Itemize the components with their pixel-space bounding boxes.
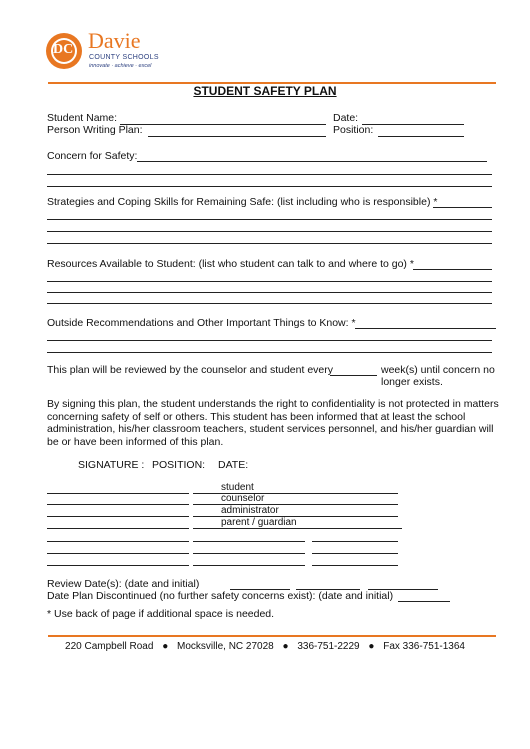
- position-header: POSITION:: [152, 459, 206, 471]
- footnote: * Use back of page if additional space is needed.: [47, 608, 275, 620]
- role-administrator: administrator: [221, 505, 279, 516]
- footer-city: Mocksville, NC 27028: [177, 641, 274, 652]
- discontinued-label: Date Plan Discontinued (no further safety concerns exist): (date and initial): [47, 590, 394, 602]
- position-line[interactable]: [193, 541, 305, 542]
- strategies-line[interactable]: [47, 219, 492, 220]
- resources-line[interactable]: [47, 281, 492, 282]
- resources-line[interactable]: [47, 292, 492, 293]
- student-name-label: Student Name:: [47, 112, 118, 124]
- position-line[interactable]: [193, 553, 305, 554]
- signature-line[interactable]: [47, 493, 189, 494]
- outside-label: Outside Recommendations and Other Important Things to Know: *: [47, 317, 356, 329]
- outside-field[interactable]: [355, 328, 496, 329]
- date-line[interactable]: [316, 528, 402, 529]
- position-label: Position:: [333, 124, 374, 136]
- signature-header: SIGNATURE :: [78, 459, 145, 471]
- student-name-field[interactable]: [120, 124, 326, 125]
- person-writing-field[interactable]: [148, 136, 326, 137]
- logo-sub: COUNTY SCHOOLS: [89, 54, 159, 61]
- signature-line[interactable]: [47, 565, 189, 566]
- signature-line[interactable]: [47, 516, 189, 517]
- review-text-1: This plan will be reviewed by the counselor and student every: [47, 364, 333, 376]
- concern-line[interactable]: [47, 186, 492, 187]
- concern-field[interactable]: [137, 161, 487, 162]
- review-dates-label: Review Date(s): (date and initial): [47, 578, 200, 590]
- date-field[interactable]: [362, 124, 464, 125]
- footer-address: 220 Campbell Road: [65, 641, 154, 652]
- position-line[interactable]: [193, 528, 316, 529]
- strategies-field[interactable]: [433, 207, 492, 208]
- bullet-icon: ●: [282, 641, 289, 652]
- signature-line[interactable]: [47, 504, 189, 505]
- concern-label: Concern for Safety:: [47, 150, 138, 162]
- signature-line[interactable]: [47, 528, 189, 529]
- outside-line[interactable]: [47, 352, 492, 353]
- position-field[interactable]: [378, 136, 464, 137]
- role-counselor: counselor: [221, 493, 265, 504]
- date-line[interactable]: [312, 553, 398, 554]
- resources-field[interactable]: [413, 269, 492, 270]
- logo-initials: DC: [53, 42, 74, 57]
- footer-rule: [48, 635, 496, 637]
- signing-paragraph: By signing this plan, the student understands the right to confidentiality is not protected in matters concerning safety of self or others. This student has been informed that at least the school administration, his/her classroom teachers, student services personnel, and his/her guardian will be or have been informed of this plan.: [47, 398, 499, 448]
- position-line[interactable]: [193, 565, 305, 566]
- date-line[interactable]: [312, 516, 398, 517]
- footer: [0, 641, 530, 653]
- signature-line[interactable]: [47, 541, 189, 542]
- date-label: Date:: [333, 112, 359, 124]
- signature-line[interactable]: [47, 553, 189, 554]
- bullet-icon: ●: [162, 641, 169, 652]
- strategies-label: Strategies and Coping Skills for Remaining Safe: (list including who is responsible) *: [47, 196, 438, 208]
- bullet-icon: ●: [368, 641, 375, 652]
- date-header: DATE:: [218, 459, 249, 471]
- strategies-line[interactable]: [47, 231, 492, 232]
- logo-tagline: innovate · achieve · excel: [89, 63, 152, 69]
- person-writing-label: Person Writing Plan:: [47, 124, 143, 136]
- resources-label: Resources Available to Student: (list who student can talk to and where to go) *: [47, 258, 414, 270]
- date-line[interactable]: [312, 493, 398, 494]
- outside-line[interactable]: [47, 340, 492, 341]
- logo-name: Davie: [88, 28, 141, 53]
- date-line[interactable]: [312, 541, 398, 542]
- date-line[interactable]: [312, 504, 398, 505]
- review-weeks-field[interactable]: [330, 375, 377, 376]
- role-parent-guardian: parent / guardian: [221, 517, 297, 528]
- concern-line[interactable]: [47, 174, 492, 175]
- date-line[interactable]: [312, 565, 398, 566]
- role-student: student: [221, 482, 254, 493]
- strategies-line[interactable]: [47, 243, 492, 244]
- discontinued-field[interactable]: [398, 601, 450, 602]
- logo: [44, 30, 164, 74]
- footer-fax: Fax 336-751-1364: [383, 641, 465, 652]
- footer-phone: 336-751-2229: [297, 641, 360, 652]
- page-title: STUDENT SAFETY PLAN: [193, 84, 337, 98]
- review-text-2: week(s) until concern no longer exists.: [381, 364, 495, 388]
- resources-line[interactable]: [47, 303, 492, 304]
